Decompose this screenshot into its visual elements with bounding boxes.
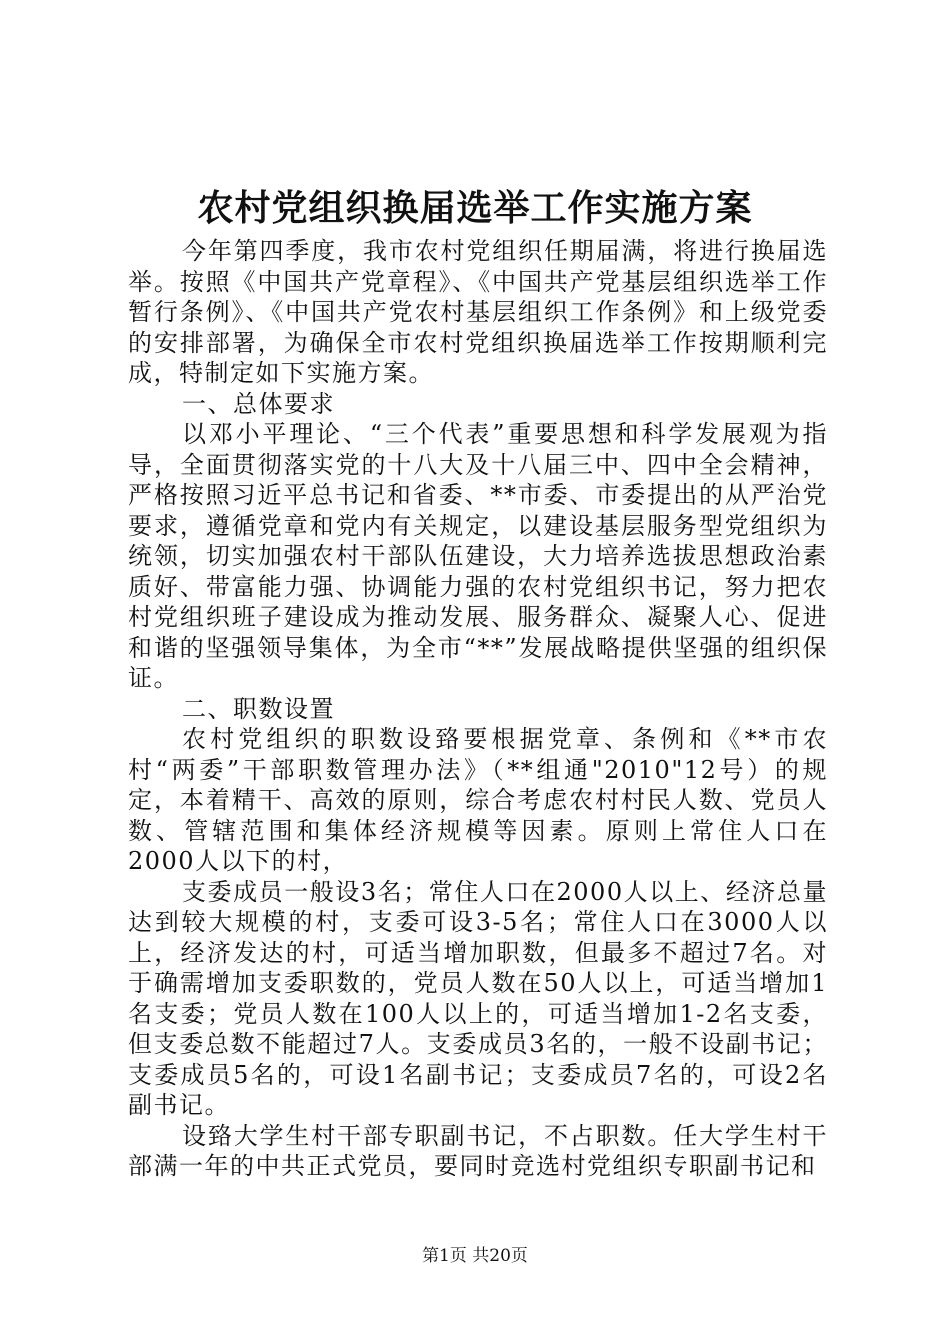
intro-paragraph: 今年第四季度，我市农村党组织任期届满，将进行换届选举。按照《中国共产党章程》、《中国共产党基层组织选举工作暂行条例》、《中国共产党农村基层组织工作条例》和上级党委的安排部署，为确保全市农村党组织换届选举工作按期顺利完成，特制定如下实施方案。 [128, 237, 828, 387]
general-requirements-paragraph: 以邓小平理论、“三个代表”重要思想和科学发展观为指导，全面贯彻落实党的十八大及十八届三中、四中全会精神，严格按照习近平总书记和省委、**市委、市委提出的从严治党要求，遵循党章和党内有关规定，以建设基层服务型党组织为统领，切实加强农村干部队伍建设，大力培养选拔思想政治素质好、带富能力强、协调能力强的农村党组织书记，努力把农村党组织班子建设成为推动发展、服务群众、凝聚人心、促进和谐的坚强领导集体，为全市“**”发展战略提供坚强的组织保证。 [128, 420, 828, 692]
section-heading-positions: 二、职数设置 [182, 694, 335, 723]
document-body [128, 236, 828, 1182]
page-number-footer: 第1页 共20页 [422, 1246, 528, 1266]
section-heading-general-requirements: 一、总体要求 [182, 389, 335, 418]
positions-paragraph-1: 农村党组织的职数设臵要根据党章、条例和《**市农村“两委”干部职数管理办法》（**组通"2010"12号）的规定，本着精干、高效的原则，综合考虑农村村民人数、党员人数、管辖范围和集体经济规模等因素。原则上常住人口在2000人以下的村， [128, 725, 828, 875]
document-title: 农村党组织换届选举工作实施方案 [197, 187, 753, 229]
positions-paragraph-3: 设臵大学生村干部专职副书记，不占职数。任大学生村干部满一年的中共正式党员，要同时竞选村党组织专职副书记和 [128, 1121, 828, 1180]
positions-paragraph-2: 支委成员一般设3名；常住人口在2000人以上、经济总量达到较大规模的村，支委可设3-5名；常住人口在3000人以上，经济发达的村，可适当增加职数，但最多不超过7名。对于确需增加支委职数的，党员人数在50人以上，可适当增加1名支委；党员人数在100人以上的，可适当增加1-2名支委，但支委总数不能超过7人。支委成员3名的，一般不设副书记；支委成员5名的，可设1名副书记；支委成员7名的，可设2名副书记。 [128, 877, 828, 1119]
